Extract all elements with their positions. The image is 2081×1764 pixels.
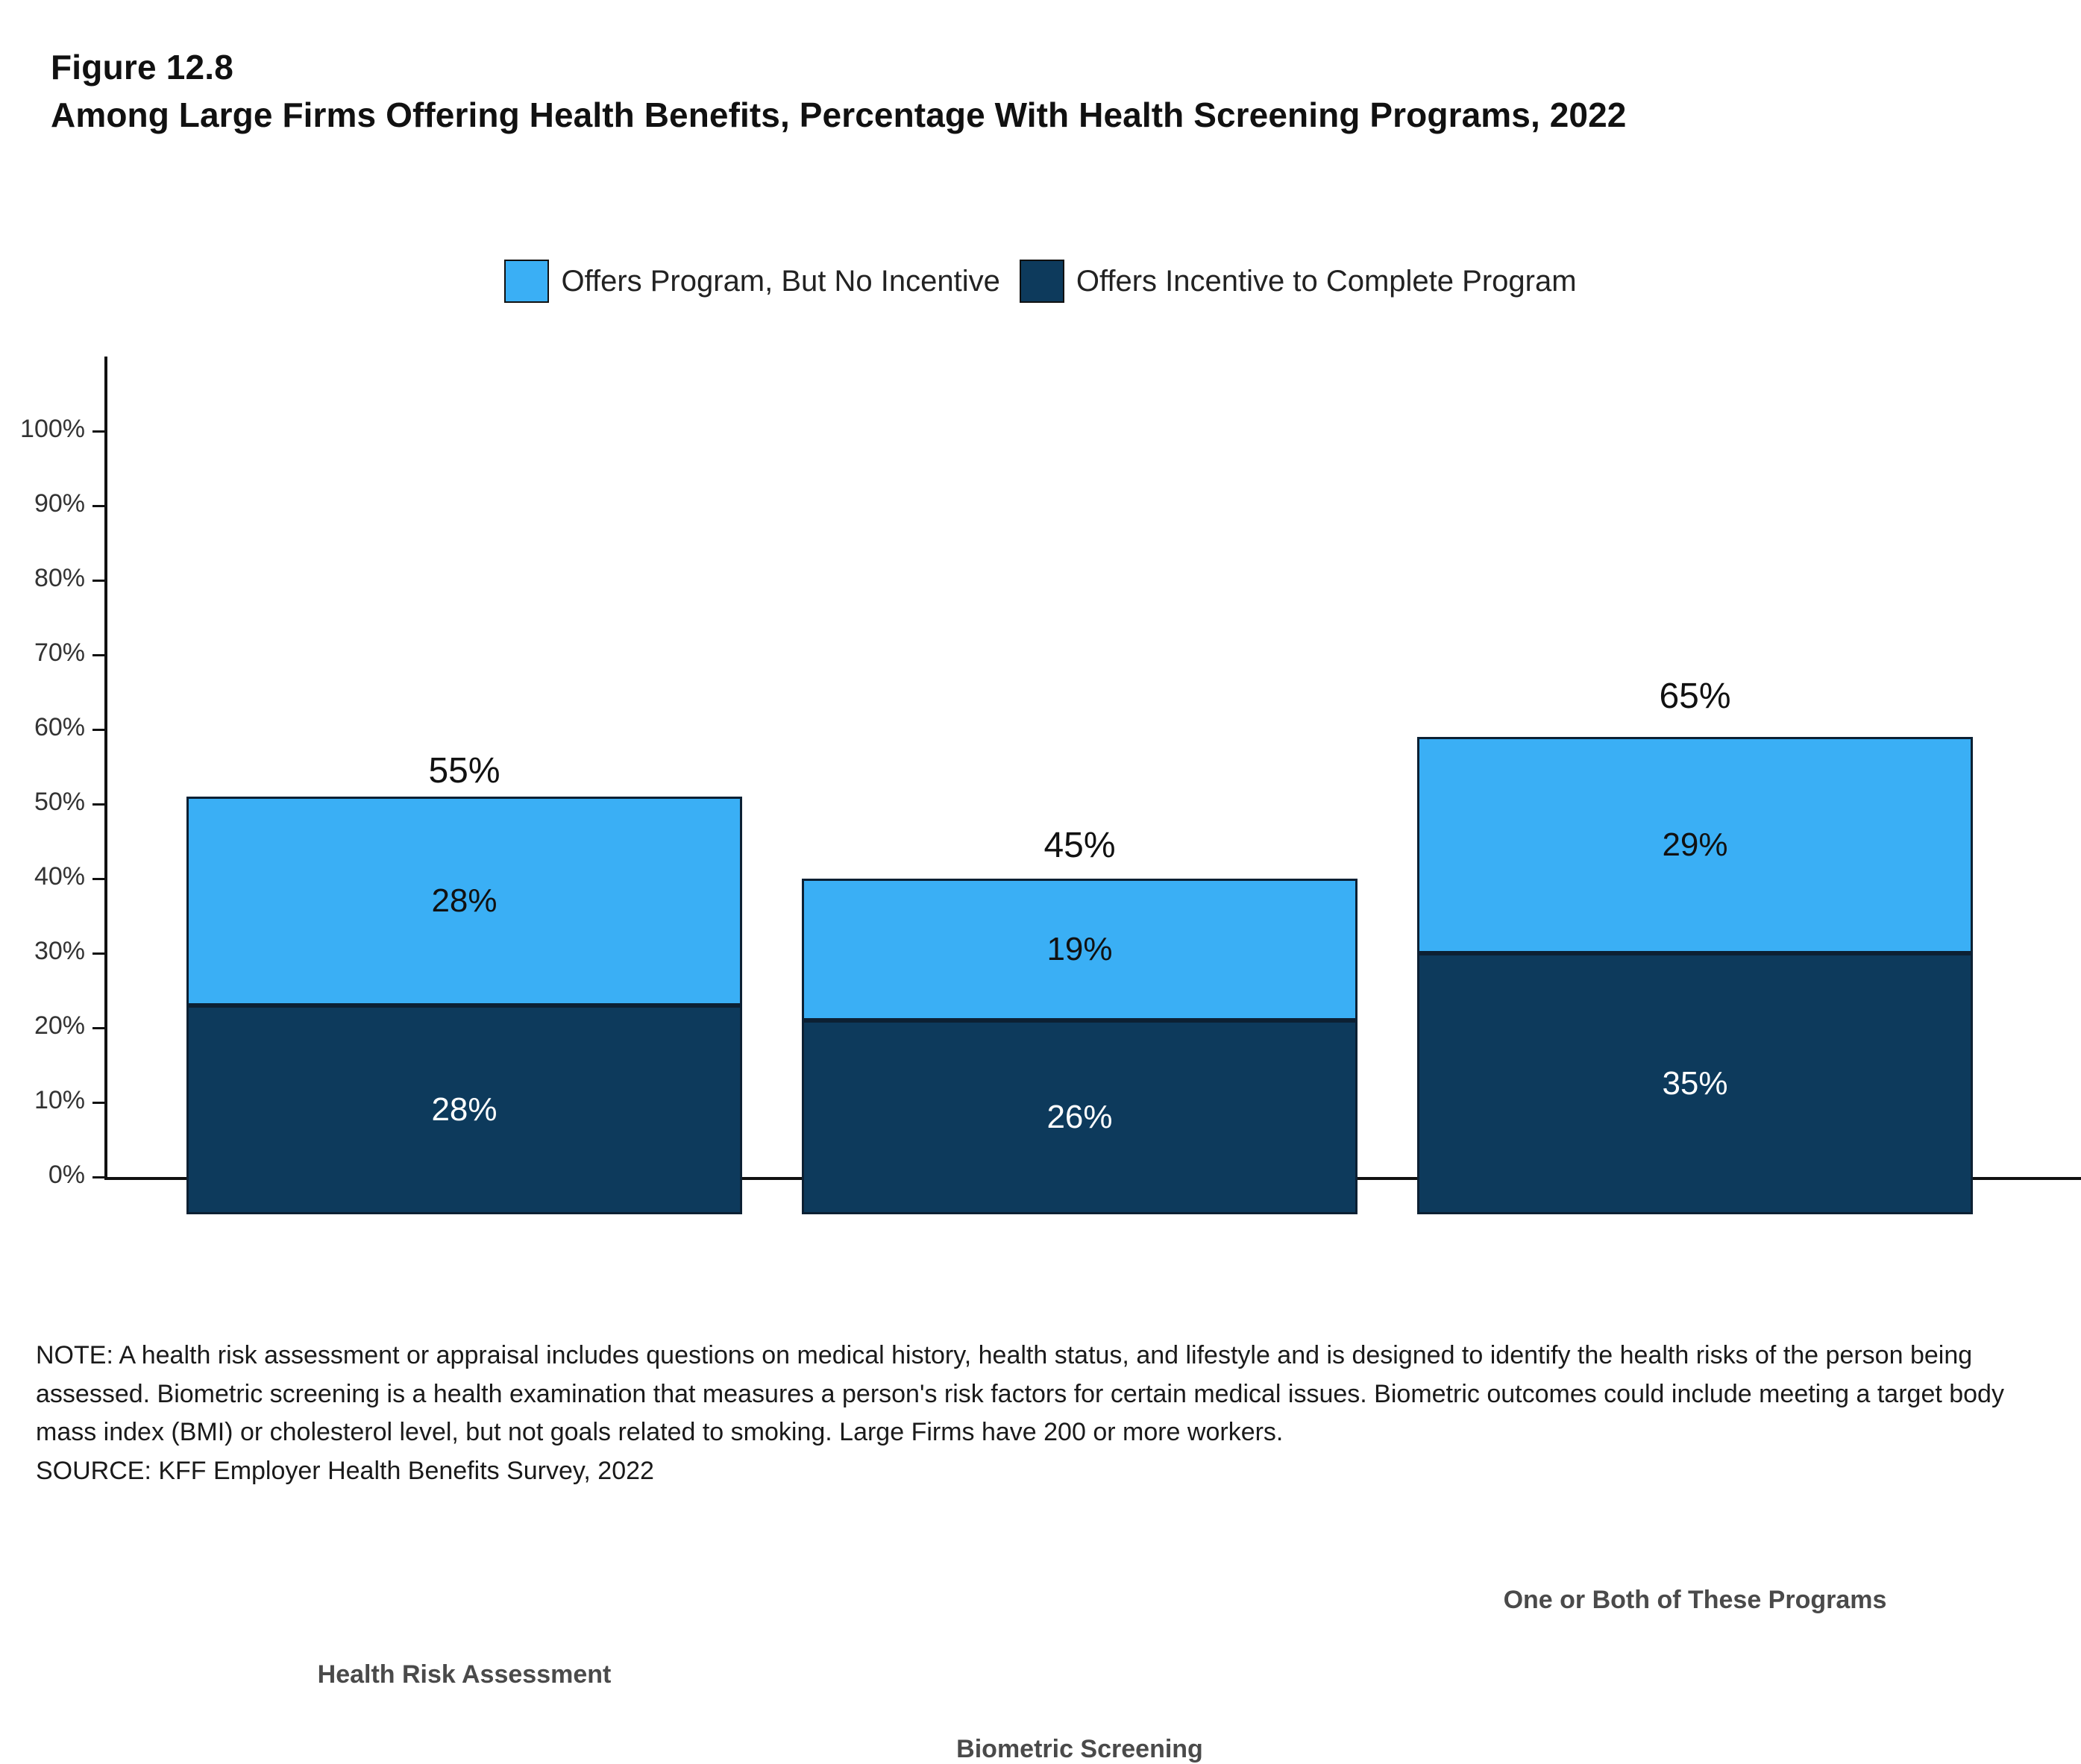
bar-segment-no-incentive[interactable] xyxy=(186,797,742,1005)
y-tick-label: 90% xyxy=(34,489,85,518)
chart-legend xyxy=(0,260,2081,303)
y-tick-mark xyxy=(92,803,104,806)
x-axis-category-label: Biometric Screening xyxy=(956,1735,1203,1763)
y-tick-label: 70% xyxy=(34,638,85,667)
legend-item-incentive xyxy=(1020,260,1577,303)
y-tick-label: 20% xyxy=(34,1011,85,1040)
bar-total-label: 65% xyxy=(1659,677,1731,716)
note-text: NOTE: A health risk assessment or appraisal includes questions on medical history, health status, and lifestyle and is designed to identify the health risks of the person being assessed. Biometric screening is a health examination that measures a person's risk factors for certain medical issues. Biometric outcomes could include meeting a target body mass index (BMI) or cholesterol level, but not goals related to smoking. Large Firms have 200 or more workers. xyxy=(36,1341,2004,1447)
source-text: SOURCE: KFF Employer Health Benefits Survey, 2022 xyxy=(36,1457,654,1486)
y-tick-mark xyxy=(92,1176,104,1178)
y-axis-line xyxy=(104,357,107,1177)
bar-segment-label-no-incentive: 28% xyxy=(431,882,498,919)
footer-notes xyxy=(36,1337,2050,1491)
legend-label-no-incentive: Offers Program, But No Incentive xyxy=(561,264,1000,298)
bar-group-one-or-both[interactable] xyxy=(1417,677,1973,1614)
x-axis-category-label: One or Both of These Programs xyxy=(1503,1586,1887,1614)
y-tick-label: 60% xyxy=(34,713,85,741)
y-tick-mark xyxy=(92,952,104,955)
bar-segment-incentive[interactable] xyxy=(186,1005,742,1214)
y-tick-label: 40% xyxy=(34,862,85,891)
legend-swatch-icon-incentive xyxy=(1020,260,1064,303)
y-tick-mark xyxy=(92,654,104,656)
legend-item-no-incentive xyxy=(504,260,999,303)
bar-segment-label-incentive: 26% xyxy=(1046,1099,1113,1135)
title-block xyxy=(51,46,2020,137)
y-tick-mark xyxy=(92,729,104,731)
page-title: Among Large Firms Offering Health Benefits, Percentage With Health Screening Programs, 2022 xyxy=(51,95,1627,135)
legend-swatch-icon-no-incentive xyxy=(504,260,549,303)
y-tick-label: 30% xyxy=(34,937,85,965)
bar-segment-no-incentive[interactable] xyxy=(1417,737,1973,953)
bar-group-biometric-screening[interactable] xyxy=(802,826,1357,1763)
bar-segment-incentive[interactable] xyxy=(1417,953,1973,1214)
y-tick-mark xyxy=(92,580,104,582)
legend-label-incentive: Offers Incentive to Complete Program xyxy=(1076,264,1577,298)
bar-segment-label-incentive: 35% xyxy=(1662,1065,1728,1102)
y-tick-label: 100% xyxy=(20,415,85,443)
x-axis-category-label: Health Risk Assessment xyxy=(317,1660,612,1689)
y-tick-mark xyxy=(92,878,104,880)
y-tick-mark xyxy=(92,1027,104,1029)
bar-total-label: 45% xyxy=(1043,826,1116,865)
y-tick-mark xyxy=(92,1102,104,1104)
y-tick-label: 0% xyxy=(48,1161,85,1189)
y-tick-label: 50% xyxy=(34,788,85,816)
y-tick-label: 10% xyxy=(34,1086,85,1114)
y-tick-mark xyxy=(92,505,104,507)
bar-segment-label-no-incentive: 29% xyxy=(1662,826,1728,863)
bar-segment-label-no-incentive: 19% xyxy=(1046,931,1113,967)
bar-segment-label-incentive: 28% xyxy=(431,1091,498,1128)
bar-segment-no-incentive[interactable] xyxy=(802,879,1357,1020)
bar-total-label: 55% xyxy=(428,751,500,791)
bar-segment-incentive[interactable] xyxy=(802,1020,1357,1214)
y-tick-mark xyxy=(92,430,104,433)
figure-number: Figure 12.8 xyxy=(51,48,234,87)
y-tick-label: 80% xyxy=(34,564,85,592)
